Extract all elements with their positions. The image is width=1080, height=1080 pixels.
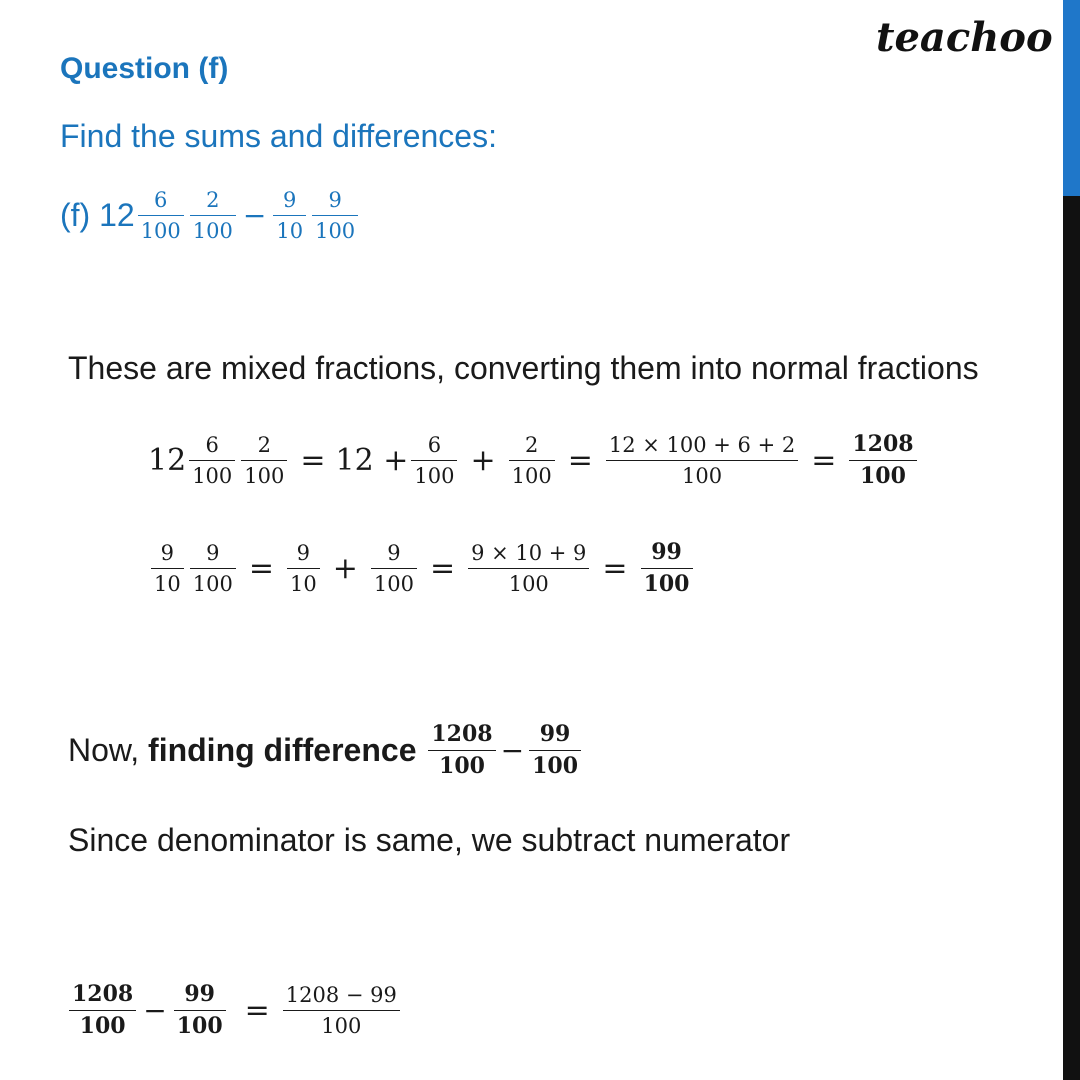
numerator: 9 <box>206 541 220 566</box>
numerator: 1208 <box>72 981 134 1007</box>
fraction <box>411 433 457 488</box>
numerator: 9 <box>283 188 297 212</box>
numerator: 99 <box>651 539 682 565</box>
numerator: 6 <box>154 188 168 212</box>
fraction <box>509 433 555 488</box>
denominator: 100 <box>414 464 455 489</box>
numerator: 1208 − 99 <box>285 983 397 1008</box>
numerator: 6 <box>205 433 219 458</box>
now-prefix: Now, <box>68 732 149 769</box>
question-label: (f) 12 <box>60 197 135 234</box>
scrollbar-thumb[interactable] <box>1063 0 1080 196</box>
numerator: 9 <box>328 188 342 212</box>
fraction <box>468 541 589 596</box>
fraction <box>190 188 236 243</box>
plus-sign: + <box>470 443 496 479</box>
question-expression <box>60 188 361 243</box>
equals-sign: = <box>300 443 326 479</box>
equation-1 <box>148 432 920 490</box>
denominator: 100 <box>321 1014 362 1039</box>
fraction <box>273 188 306 243</box>
fraction <box>283 983 400 1038</box>
fraction <box>371 541 417 596</box>
denominator: 100 <box>315 219 356 244</box>
numerator: 2 <box>524 433 539 458</box>
fraction <box>174 982 226 1040</box>
equals-sign: = <box>429 551 456 587</box>
equation-2 <box>148 540 696 598</box>
numerator: 9 <box>387 541 401 566</box>
numerator: 1208 <box>431 721 493 747</box>
equals-sign: = <box>602 551 628 587</box>
denominator: 100 <box>643 571 690 598</box>
denominator: 10 <box>289 572 317 597</box>
numerator: 99 <box>539 721 571 747</box>
fraction <box>287 541 320 596</box>
fraction <box>428 722 495 780</box>
denominator: 100 <box>511 464 552 489</box>
fraction <box>189 433 235 488</box>
equals-sign: = <box>567 443 593 479</box>
fraction <box>138 188 184 243</box>
numerator: 9 × 10 + 9 <box>471 541 587 566</box>
denominator: 10 <box>154 572 181 597</box>
denominator: 100 <box>192 572 233 597</box>
numerator: 6 <box>427 433 442 458</box>
denominator: 100 <box>176 1013 223 1040</box>
intro-text: These are mixed fractions, converting them into normal fractions <box>68 350 979 386</box>
plus-sign: + <box>332 551 358 587</box>
equals-sign: = <box>811 443 837 479</box>
fraction <box>606 433 798 488</box>
denominator: 100 <box>244 464 285 489</box>
result-fraction <box>641 540 693 598</box>
equals-sign: = <box>248 551 274 587</box>
whole-number: 12 <box>148 443 187 479</box>
denominator: 100 <box>681 464 723 489</box>
minus-sign: − <box>500 734 525 768</box>
fraction <box>151 541 184 596</box>
denominator: 100 <box>192 219 233 244</box>
fraction <box>241 433 287 488</box>
numerator: 2 <box>206 188 220 212</box>
numerator: 1208 <box>852 431 914 457</box>
denominator: 100 <box>508 572 549 597</box>
numerator: 2 <box>257 433 272 458</box>
denominator: 10 <box>276 219 304 244</box>
since-text: Since denominator is same, we subtract numerator <box>68 822 791 858</box>
equals-sign: = <box>244 993 270 1029</box>
fraction <box>529 722 581 780</box>
now-bold-text: finding difference <box>148 732 426 769</box>
denominator: 100 <box>532 753 579 780</box>
denominator: 100 <box>439 753 485 780</box>
numerator: 12 × 100 + 6 + 2 <box>608 433 796 458</box>
denominator: 100 <box>79 1013 126 1040</box>
question-title: Question (f) <box>60 52 229 85</box>
numerator: 99 <box>184 981 215 1007</box>
numerator: 9 <box>296 541 311 566</box>
numerator: 9 <box>160 541 175 566</box>
fraction <box>312 188 358 243</box>
teachoo-logo: teachoo <box>876 14 1053 61</box>
minus-sign: − <box>242 199 267 233</box>
minus-sign: − <box>143 994 167 1028</box>
denominator: 100 <box>140 219 181 244</box>
result-fraction <box>849 432 916 490</box>
fraction <box>190 541 236 596</box>
difference-heading <box>68 722 584 780</box>
equation-3 <box>66 982 403 1040</box>
question-prompt: Find the sums and differences: <box>60 118 497 154</box>
fraction <box>69 982 136 1040</box>
term: 12 + <box>335 443 409 479</box>
denominator: 100 <box>373 572 414 597</box>
denominator: 100 <box>192 464 233 489</box>
denominator: 100 <box>860 463 906 490</box>
